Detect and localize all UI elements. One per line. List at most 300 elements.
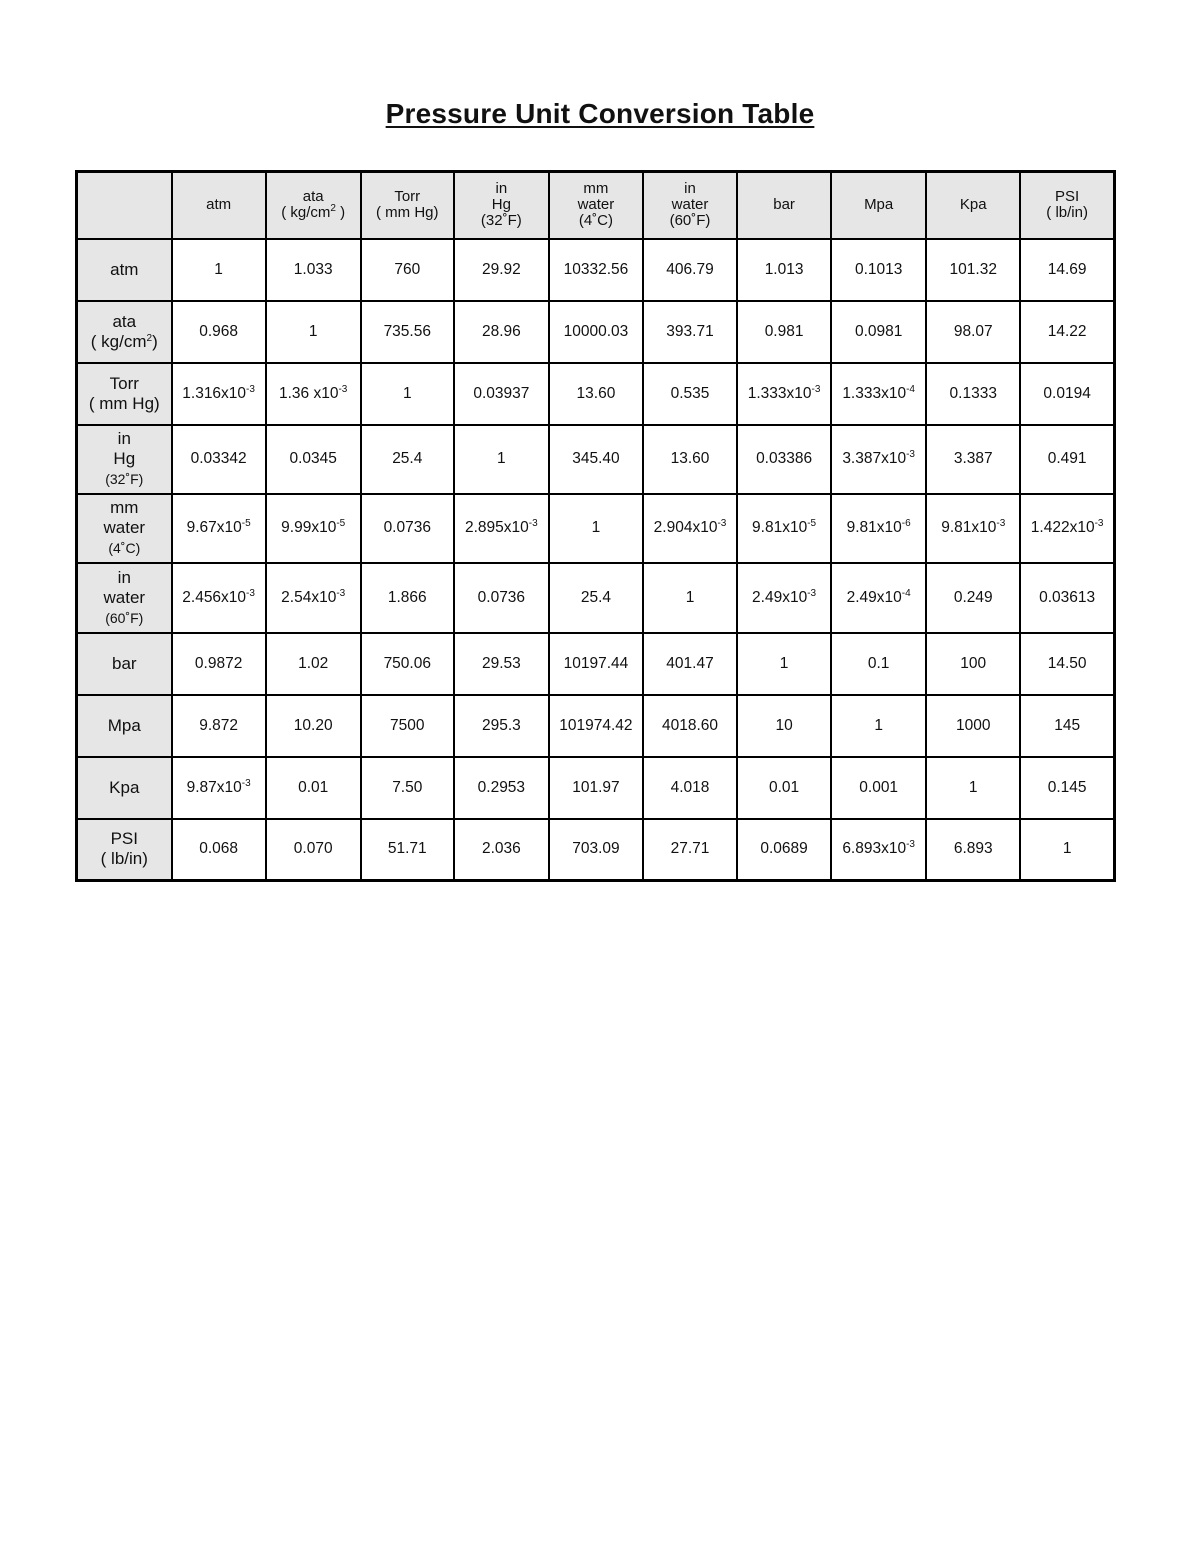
table-row [77, 301, 1115, 363]
column-header [643, 172, 737, 239]
cell-value: 2.895x10 [465, 519, 529, 536]
cell-value: 2.49x10 [846, 588, 902, 606]
cell-value: 0.0194 [1043, 384, 1091, 402]
row-header [77, 563, 172, 633]
cell-exponent: -3 [717, 518, 727, 529]
cell-value: 0.0689 [760, 840, 808, 858]
cell-value: 2.036 [481, 840, 521, 858]
row-header [77, 695, 172, 757]
table-cell [926, 425, 1020, 494]
cell-exponent: -3 [336, 587, 346, 599]
table-cell [737, 757, 831, 819]
cell-value: 9.87x10 [186, 778, 242, 796]
cell-value: 401.47 [666, 654, 714, 672]
table-cell [643, 819, 737, 881]
table-cell [643, 633, 737, 695]
table-cell [454, 494, 549, 563]
table-cell [831, 239, 926, 301]
cell-value: 1 [591, 519, 601, 536]
cell-exponent: -4 [906, 383, 915, 395]
cell-exponent: -3 [246, 587, 255, 599]
cell-value: 0.070 [293, 840, 333, 858]
table-cell [926, 494, 1020, 563]
table-cell [643, 425, 737, 494]
cell-value: 4.018 [670, 778, 710, 796]
table-cell [266, 494, 361, 563]
cell-value: 13.60 [576, 384, 616, 402]
row-sublabel-sup: 2 [146, 332, 153, 344]
cell-value: 29.53 [481, 654, 521, 672]
cell-value: 750.06 [383, 654, 431, 672]
header-label: atm [206, 196, 232, 214]
cell-value: 9.67x10 [186, 519, 242, 536]
table-row [77, 363, 1115, 425]
table-cell [266, 633, 361, 695]
table-cell [926, 363, 1020, 425]
cell-value: 0.0736 [477, 588, 526, 606]
table-cell [266, 819, 361, 881]
table-row [77, 819, 1115, 881]
table-cell [172, 425, 266, 494]
table-body [77, 239, 1115, 881]
table-cell [737, 695, 831, 757]
table-cell [926, 757, 1020, 819]
cell-value: 0.249 [953, 588, 993, 606]
row-sublabel [79, 518, 170, 538]
column-header [831, 172, 926, 239]
cell-value: 703.09 [572, 840, 620, 858]
cell-value: 51.71 [387, 840, 427, 858]
cell-value: 10000.03 [563, 322, 629, 340]
row-sublabel [79, 449, 170, 469]
cell-value: 6.893x10 [842, 840, 907, 858]
cell-value: 1 [779, 654, 789, 672]
header-label: bar [773, 196, 795, 214]
cell-value: 98.07 [953, 322, 993, 340]
column-header [266, 172, 361, 239]
cell-value: 1 [308, 322, 318, 340]
column-header [1020, 172, 1114, 239]
table-cell [831, 494, 926, 563]
row-sublabel-text: ( mm Hg) [88, 393, 160, 413]
table-cell [172, 563, 266, 633]
table-cell [1020, 239, 1114, 301]
table-cell [643, 757, 737, 819]
cell-value: 101974.42 [559, 716, 633, 734]
column-header [454, 172, 549, 239]
header-label: in [495, 180, 508, 198]
cell-value: 1 [497, 450, 506, 467]
table-cell [1020, 757, 1114, 819]
column-header [926, 172, 1020, 239]
cell-value: 1.033 [293, 260, 333, 278]
table-cell [926, 301, 1020, 363]
cell-value: 0.001 [859, 778, 899, 796]
cell-value: 1 [685, 588, 695, 606]
table-cell [549, 425, 643, 494]
cell-value: 1.866 [387, 588, 427, 606]
cell-value: 2.904x10 [653, 519, 718, 536]
cell-value: 0.1 [867, 654, 890, 672]
header-row [77, 172, 1115, 239]
cell-exponent: -5 [807, 518, 817, 529]
row-label: in [117, 429, 131, 448]
row-label: Mpa [107, 715, 141, 735]
header-sublabel: ( lb/in) [1046, 204, 1088, 222]
table-cell [549, 239, 643, 301]
table-row [77, 757, 1115, 819]
header-label: in [684, 180, 696, 198]
cell-value: 1 [402, 384, 412, 402]
cell-exponent: -3 [241, 777, 251, 789]
table-cell [454, 819, 549, 881]
cell-value: 4018.60 [661, 716, 719, 734]
row-label: atm [110, 259, 139, 279]
table-cell [172, 363, 266, 425]
cell-value: 25.4 [392, 450, 423, 467]
table-cell [1020, 819, 1114, 881]
header-label: Mpa [864, 196, 894, 214]
cell-value: 1 [874, 716, 883, 734]
corner-cell [77, 172, 172, 239]
cell-value: 1.333x10 [747, 384, 812, 402]
cell-value: 0.981 [764, 322, 804, 340]
header-sublabel: ( mm Hg) [376, 204, 439, 222]
cell-value: 0.03342 [190, 450, 247, 467]
cell-value: 2.54x10 [281, 588, 337, 606]
cell-value: 14.22 [1047, 322, 1087, 340]
table-cell [361, 425, 454, 494]
cell-value: 3.387x10 [842, 450, 907, 467]
cell-value: 101.97 [572, 778, 620, 796]
cell-value: 7.50 [392, 778, 423, 796]
cell-exponent: -3 [807, 587, 817, 599]
cell-value: 25.4 [580, 588, 612, 606]
row-sublabel-text: water [103, 518, 146, 537]
row-sublabel-text: ( kg/cm [90, 331, 147, 351]
header-label: PSI [1055, 188, 1080, 206]
header-label: mm [583, 180, 609, 198]
table-cell [266, 695, 361, 757]
row-header [77, 301, 172, 363]
header-label: ata [302, 188, 324, 206]
table-cell [549, 563, 643, 633]
table-cell [266, 301, 361, 363]
row-sublabel [79, 332, 170, 352]
cell-value: 10 [775, 716, 793, 734]
cell-value: 760 [394, 260, 421, 278]
table-cell [1020, 363, 1114, 425]
table-cell [361, 363, 454, 425]
cell-exponent: -3 [338, 383, 348, 395]
table-cell [361, 301, 454, 363]
table-cell [172, 633, 266, 695]
cell-exponent: -4 [901, 587, 911, 599]
cell-value: 1 [214, 260, 223, 278]
cell-value: 0.03386 [756, 450, 813, 467]
table-cell [454, 563, 549, 633]
table-cell [1020, 563, 1114, 633]
table-cell [266, 563, 361, 633]
cell-value: 345.40 [572, 450, 620, 467]
cell-value: 101.32 [949, 260, 997, 278]
table-cell [172, 494, 266, 563]
row-temp: (60˚F) [105, 609, 144, 626]
row-sublabel [79, 849, 170, 869]
table-cell [926, 819, 1020, 881]
table-cell [361, 819, 454, 881]
table-cell [737, 633, 831, 695]
table-cell [926, 563, 1020, 633]
table-cell [926, 239, 1020, 301]
table-row [77, 695, 1115, 757]
cell-value: 1 [1062, 840, 1072, 858]
table-cell [361, 757, 454, 819]
cell-value: 0.968 [199, 322, 239, 340]
cell-value: 1.422x10 [1030, 519, 1095, 536]
row-header [77, 239, 172, 301]
table-cell [454, 301, 549, 363]
cell-value: 9.872 [199, 716, 239, 734]
table-cell [454, 363, 549, 425]
cell-value: 0.01 [298, 778, 329, 796]
header-label: Torr [394, 188, 421, 206]
page-title: Pressure Unit Conversion Table [385, 98, 815, 129]
table-cell [737, 239, 831, 301]
cell-value: 2.456x10 [182, 588, 247, 606]
table-cell [643, 695, 737, 757]
table-cell [361, 239, 454, 301]
cell-value: 10332.56 [563, 260, 629, 278]
row-header [77, 494, 172, 563]
table-cell [643, 363, 737, 425]
table-cell [549, 301, 643, 363]
row-label: Torr [109, 373, 139, 393]
header-temp: (60˚F) [669, 212, 711, 230]
table-cell [643, 494, 737, 563]
cell-exponent: -5 [336, 518, 346, 529]
table-cell [549, 695, 643, 757]
table-cell [172, 301, 266, 363]
cell-value: 0.0345 [289, 450, 337, 467]
cell-value: 7500 [390, 716, 425, 734]
cell-value: 0.9872 [194, 654, 243, 672]
row-header [77, 425, 172, 494]
conversion-table [75, 170, 1116, 882]
cell-value: 1000 [956, 716, 991, 734]
table-cell [926, 695, 1020, 757]
cell-value: 0.0981 [854, 322, 903, 340]
table-cell [549, 819, 643, 881]
table-cell [643, 563, 737, 633]
cell-value: 9.99x10 [281, 519, 337, 536]
cell-value: 10.20 [293, 716, 333, 734]
cell-exponent: -6 [901, 518, 911, 529]
header-sublabel: Hg [491, 196, 511, 214]
table-cell [361, 494, 454, 563]
row-label: PSI [110, 829, 138, 849]
cell-value: 393.71 [666, 322, 714, 340]
cell-value: 1.316x10 [182, 384, 247, 402]
cell-value: 735.56 [383, 322, 431, 340]
table-cell [926, 633, 1020, 695]
cell-value: 100 [960, 654, 987, 672]
table-cell [361, 563, 454, 633]
table-cell [549, 494, 643, 563]
row-header [77, 363, 172, 425]
cell-value: 406.79 [666, 260, 714, 278]
table-cell [737, 819, 831, 881]
table-cell [266, 363, 361, 425]
cell-exponent: -3 [906, 839, 915, 851]
cell-value: 29.92 [481, 260, 521, 278]
table-cell [172, 819, 266, 881]
cell-value: 1.013 [764, 260, 804, 278]
table-cell [266, 239, 361, 301]
table-cell [1020, 301, 1114, 363]
table-cell [549, 363, 643, 425]
header-temp: (32˚F) [480, 212, 522, 230]
header-temp: (4˚C) [578, 212, 614, 230]
column-header [361, 172, 454, 239]
cell-value: 28.96 [481, 322, 521, 340]
row-label: in [117, 567, 131, 587]
table-row [77, 494, 1115, 563]
header-label: Kpa [959, 196, 987, 214]
cell-value: 0.535 [670, 384, 710, 402]
table-cell [1020, 633, 1114, 695]
cell-value: 27.71 [670, 840, 710, 858]
cell-value: 0.0736 [383, 519, 431, 536]
cell-value: 0.1013 [854, 260, 903, 278]
table-cell [831, 563, 926, 633]
table-cell [361, 695, 454, 757]
cell-value: 295.3 [481, 716, 521, 734]
cell-value: 0.01 [769, 778, 800, 796]
row-temp: (32˚F) [105, 471, 144, 487]
table-cell [737, 494, 831, 563]
table-cell [643, 301, 737, 363]
table-cell [831, 819, 926, 881]
table-cell [1020, 494, 1114, 563]
row-sublabel-end: ) [152, 331, 158, 351]
table-cell [737, 563, 831, 633]
cell-value: 0.145 [1047, 778, 1087, 796]
column-header [737, 172, 831, 239]
cell-exponent: -5 [241, 518, 251, 529]
column-header [549, 172, 643, 239]
cell-value: 2.49x10 [752, 588, 808, 606]
cell-exponent: -3 [1094, 518, 1104, 529]
row-header [77, 757, 172, 819]
table-cell [831, 757, 926, 819]
row-sublabel-text: ( lb/in) [100, 849, 148, 869]
row-sublabel [79, 394, 170, 414]
table-cell [172, 239, 266, 301]
cell-value: 14.50 [1047, 654, 1087, 672]
cell-value: 13.60 [670, 450, 710, 467]
table-cell [831, 425, 926, 494]
cell-value: 10197.44 [563, 654, 629, 672]
table-cell [266, 757, 361, 819]
cell-value: 9.81x10 [941, 519, 997, 536]
cell-value: 0.03613 [1039, 588, 1096, 606]
cell-exponent: -3 [811, 383, 821, 395]
row-sublabel [79, 588, 170, 608]
row-temp: (4˚C) [108, 540, 141, 556]
cell-value: 0.491 [1047, 450, 1087, 467]
table-cell [1020, 425, 1114, 494]
cell-value: 1.02 [298, 654, 329, 672]
table-cell [454, 239, 549, 301]
row-sublabel-text: Hg [113, 449, 136, 468]
table-cell [266, 425, 361, 494]
table-cell [1020, 695, 1114, 757]
table-cell [737, 363, 831, 425]
cell-value: 3.387 [953, 450, 993, 467]
cell-value: 0.03937 [473, 384, 530, 402]
row-header [77, 633, 172, 695]
cell-value: 0.068 [199, 840, 239, 858]
table-cell [454, 695, 549, 757]
table-cell [831, 301, 926, 363]
table-cell [737, 301, 831, 363]
row-label: Kpa [109, 777, 140, 797]
cell-exponent: -3 [996, 518, 1006, 529]
table-cell [643, 239, 737, 301]
table-cell [737, 425, 831, 494]
cell-exponent: -3 [246, 383, 255, 395]
table-cell [549, 757, 643, 819]
cell-value: 14.69 [1047, 260, 1087, 278]
row-label: bar [112, 653, 137, 673]
cell-value: 9.81x10 [752, 519, 808, 536]
table-cell [831, 363, 926, 425]
table-cell [454, 633, 549, 695]
column-header [172, 172, 266, 239]
cell-value: 0.2953 [477, 778, 526, 796]
table-cell [361, 633, 454, 695]
cell-value: 9.81x10 [846, 519, 902, 536]
table-cell [172, 695, 266, 757]
cell-value: 1.333x10 [842, 384, 907, 402]
row-label: mm [110, 498, 139, 517]
table-cell [454, 425, 549, 494]
table-row [77, 563, 1115, 633]
header-sublabel: water [671, 196, 709, 214]
table-cell [831, 695, 926, 757]
cell-exponent: -3 [528, 518, 538, 529]
header-sublabel: ( $kg/cm^2$ ) [281, 203, 346, 222]
table-row [77, 239, 1115, 301]
cell-exponent: -3 [906, 449, 915, 460]
cell-value: 1 [968, 778, 978, 796]
table-cell [172, 757, 266, 819]
header-sublabel: water [577, 196, 615, 214]
table-cell [549, 633, 643, 695]
table-row [77, 633, 1115, 695]
row-sublabel-text: water [103, 587, 146, 607]
cell-value: 1.36 x10 [279, 384, 339, 402]
cell-value: 6.893 [953, 840, 993, 858]
table-cell [454, 757, 549, 819]
cell-value: 0.1333 [949, 384, 997, 402]
row-label: ata [112, 311, 137, 331]
table-cell [831, 633, 926, 695]
table-row [77, 425, 1115, 494]
row-header [77, 819, 172, 881]
cell-value: 145 [1054, 716, 1081, 734]
